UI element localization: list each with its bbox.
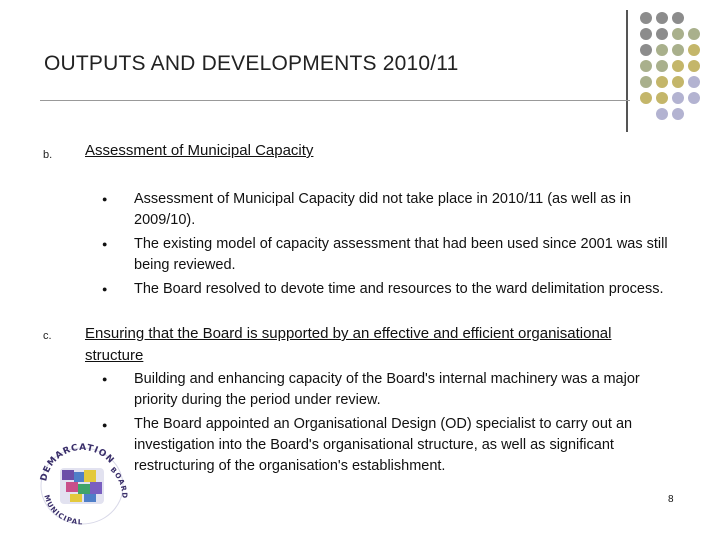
- decor-dot: [688, 60, 700, 72]
- title-divider: [40, 100, 630, 101]
- bullet-text: The Board appointed an Organisational Design (OD) specialist to carry out an investigation into the Board's organisational structure, as well as significant restructuring of the organisation's establishment.: [134, 416, 633, 474]
- decor-dot: [672, 76, 684, 88]
- decor-dot: [688, 92, 700, 104]
- decor-dot: [640, 28, 652, 40]
- demarcation-board-logo: [34, 440, 130, 526]
- decor-dot: [688, 76, 700, 88]
- decor-dot: [656, 108, 668, 120]
- bullet-dot-icon: ●: [102, 284, 108, 294]
- decor-dot: [672, 108, 684, 120]
- section-heading-b: Assessment of Municipal Capacity: [85, 142, 314, 159]
- section-letter-b: b.: [43, 149, 53, 161]
- bullet-text: Assessment of Municipal Capacity did not take place in 2010/11 (as well as in 2009/10).: [134, 191, 632, 228]
- decor-dot: [640, 76, 652, 88]
- bullet-dot-icon: ●: [102, 239, 108, 249]
- logo-text-top: DEMARCATION: [39, 442, 116, 483]
- decor-dot: [672, 12, 684, 24]
- decor-dot: [656, 28, 668, 40]
- section-heading-c: Ensuring that the Board is supported by an effective and efficient organisational structure: [85, 325, 612, 364]
- decor-dot: [640, 44, 652, 56]
- section-letter-c: c.: [43, 330, 52, 342]
- bullet-text: The Board resolved to devote time and resources to the ward delimitation process.: [134, 281, 664, 297]
- decorative-vertical-line: [626, 10, 628, 132]
- bullet-text: Building and enhancing capacity of the Board's internal machinery was a major priority during the period under review.: [134, 371, 640, 408]
- decor-dot: [656, 12, 668, 24]
- decor-dot: [640, 60, 652, 72]
- page-number: 8: [668, 494, 674, 505]
- bullet-dot-icon: ●: [102, 374, 108, 384]
- slide-title: OUTPUTS AND DEVELOPMENTS 2010/11: [44, 52, 459, 75]
- bullet-dot-icon: ●: [102, 420, 108, 430]
- decor-dot: [688, 28, 700, 40]
- decor-dot: [672, 28, 684, 40]
- decor-dot: [640, 92, 652, 104]
- decor-dot: [656, 44, 668, 56]
- decor-dot: [656, 76, 668, 88]
- decor-dot: [672, 92, 684, 104]
- decor-dot: [672, 60, 684, 72]
- logo-text-bottom: MUNICIPAL: [42, 493, 84, 526]
- decor-dot: [656, 92, 668, 104]
- decor-dot: [656, 60, 668, 72]
- bullet-text: The existing model of capacity assessment that had been used since 2001 was still being reviewed.: [134, 236, 668, 273]
- logo-text-side: BOARD: [108, 465, 129, 500]
- decor-dot: [640, 12, 652, 24]
- decor-dot: [688, 44, 700, 56]
- decor-dot: [672, 44, 684, 56]
- bullet-dot-icon: ●: [102, 194, 108, 204]
